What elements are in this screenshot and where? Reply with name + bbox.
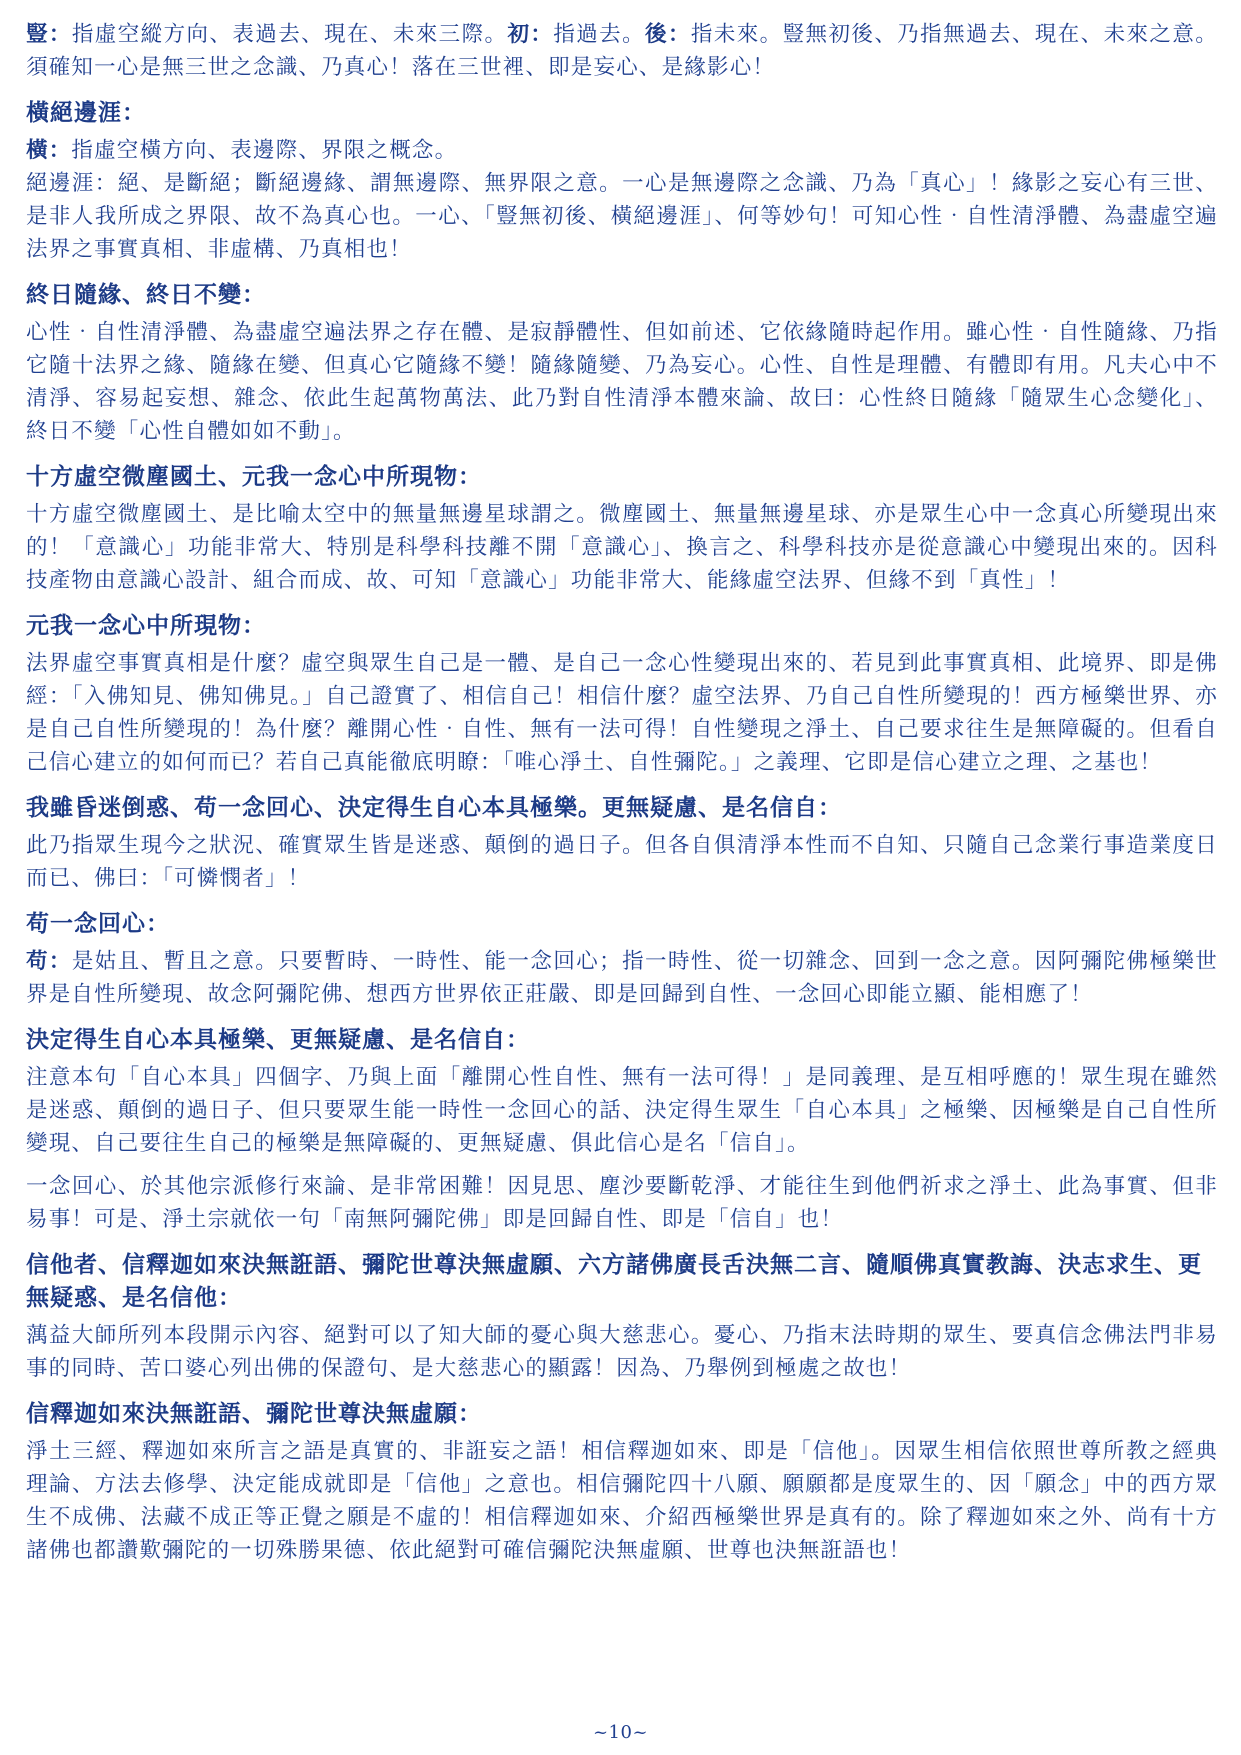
body-paragraph bbox=[26, 945, 1218, 1011]
section-heading: 信他者、信釋迦如來決無誑語、彌陀世尊決無虛願、六方諸佛廣長舌決無二言、隨順佛真實教誨、決志求生、更無疑惑、是名信他： bbox=[26, 1252, 1202, 1311]
term-label: 苟： bbox=[26, 949, 72, 974]
body-text: 注意本句「自心本具」四個字、乃與上面「離開心性自性、無有一法可得！」是同義理、是互相呼應的！眾生現在雖然是迷惑、顛倒的過日子、但只要眾生能一時性一念回心的話、決定得生眾生「自心本具」之極樂、因極樂是自己自性所變現、自己要往生自己的極樂是無障礙的、更無疑慮、俱此信心是名「信自」。 bbox=[26, 1065, 1218, 1156]
body-paragraph bbox=[26, 134, 1218, 167]
term-label: 後： bbox=[645, 22, 691, 47]
body-text: 是姑且、暫且之意。只要暫時、一時性、能一念回心；指一時性、從一切雜念、回到一念之意。因阿彌陀佛極樂世界是自性所變現、故念阿彌陀佛、想西方世界依正莊嚴、即是回歸到自性、一念回心即能立顯、能相應了！ bbox=[26, 949, 1218, 1007]
body-paragraph bbox=[26, 18, 1218, 84]
page-number: ~10~ bbox=[592, 1722, 649, 1743]
term-label: 橫： bbox=[26, 138, 72, 163]
body-paragraph bbox=[26, 829, 1218, 895]
body-paragraph bbox=[26, 1319, 1218, 1385]
section-heading: 我雖昏迷倒惑、苟一念回心、決定得生自心本具極樂。更無疑慮、是名信自： bbox=[26, 795, 842, 821]
body-paragraph bbox=[26, 316, 1218, 448]
section-heading: 苟一念回心： bbox=[26, 911, 170, 937]
page-content bbox=[26, 18, 1218, 1580]
body-paragraph bbox=[26, 647, 1218, 779]
section-zhongri bbox=[26, 279, 1218, 448]
section-heading: 十方虛空微塵國土、元我一念心中所現物： bbox=[26, 464, 482, 490]
section-heading: 決定得生自心本具極樂、更無疑慮、是名信自： bbox=[26, 1027, 530, 1053]
body-text: 指未來。豎無初後、乃指無過去、現在、未來之意。須確知一心是無三世之念識、乃真心！落在三世裡、即是妄心、是緣影心！ bbox=[26, 22, 1218, 80]
section-heng bbox=[26, 97, 1218, 266]
section-heading: 元我一念心中所現物： bbox=[26, 613, 266, 639]
body-text: 淨土三經、釋迦如來所言之語是真實的、非誑妄之語！相信釋迦如來、即是「信他」。因眾生相信依照世尊所教之經典理論、方法去修學、決定能成就即是「信他」之意也。相信彌陀四十八願、願願都是度眾生的、因「願念」中的西方眾生不成佛、法藏不成正等正覺之願是不虛的！相信釋迦如來、介紹西極樂世界是真有的。除了釋迦如來之外、尚有十方諸佛也都讚歎彌陀的一切殊勝果德、依此絕對可確信彌陀決無虛願、世尊也決無誑語也！ bbox=[26, 1439, 1218, 1563]
body-text: 十方虛空微塵國土、是比喻太空中的無量無邊星球謂之。微塵國土、無量無邊星球、亦是眾生心中一念真心所變現出來的！「意識心」功能非常大、特別是科學科技離不開「意識心」、換言之、科學科技亦是從意識心中變現出來的。因科技產物由意識心設計、組合而成、故、可知「意識心」功能非常大、能緣虛空法界、但緣不到「真性」！ bbox=[26, 502, 1218, 593]
body-paragraph bbox=[26, 167, 1218, 266]
section-heading: 終日隨緣、終日不變： bbox=[26, 282, 266, 308]
section-wosui bbox=[26, 792, 1218, 895]
body-text: 指虛空縱方向、表過去、現在、未來三際。 bbox=[71, 22, 508, 47]
body-text: 此乃指眾生現今之狀況、確實眾生皆是迷惑、顛倒的過日子。但各自俱清淨本性而不自知、只隨自己念業行事造業度日而已、佛曰：「可憐憫者」！ bbox=[26, 833, 1218, 891]
body-text: 一念回心、於其他宗派修行來論、是非常困難！因見思、塵沙要斷乾淨、才能往生到他們祈求之淨土、此為事實、但非易事！可是、淨土宗就依一句「南無阿彌陀佛」即是回歸自性、即是「信自」也！ bbox=[26, 1174, 1218, 1232]
body-paragraph bbox=[26, 1170, 1218, 1236]
section-shifang bbox=[26, 461, 1218, 597]
section-shu bbox=[26, 18, 1218, 84]
term-label: 初： bbox=[507, 22, 554, 47]
body-text: 心性‧自性清淨體、為盡虛空遍法界之存在體、是寂靜體性、但如前述、它依緣隨時起作用。雖心性‧自性隨緣、乃指它隨十法界之緣、隨緣在變、但真心它隨緣不變！隨緣隨變、乃為妄心。心性、自性是理體、有體即有用。凡夫心中不清淨、容易起妄想、雜念、依此生起萬物萬法、此乃對自性清淨本體來論、故曰：心性終日隨緣「隨眾生心念變化」、終日不變「心性自體如如不動」。 bbox=[26, 320, 1218, 444]
body-text: 指過去。 bbox=[553, 22, 646, 47]
body-paragraph bbox=[26, 498, 1218, 597]
section-gouyinian bbox=[26, 908, 1218, 1011]
section-xinta bbox=[26, 1249, 1218, 1385]
body-paragraph bbox=[26, 1435, 1218, 1567]
section-heading: 信釋迦如來決無誑語、彌陀世尊決無虛願： bbox=[26, 1401, 482, 1427]
paragraph-gap bbox=[26, 1160, 1218, 1170]
section-yuanwo bbox=[26, 610, 1218, 779]
body-text: 蕅益大師所列本段開示內容、絕對可以了知大師的憂心與大慈悲心。憂心、乃指末法時期的眾生、要真信念佛法門非易事的同時、苦口婆心列出佛的保證句、是大慈悲心的顯露！因為、乃舉例到極處之故也！ bbox=[26, 1323, 1218, 1381]
term-label: 豎： bbox=[26, 22, 72, 47]
body-paragraph bbox=[26, 1061, 1218, 1160]
body-text: 法界虛空事實真相是什麼？虛空與眾生自己是一體、是自己一念心性變現出來的、若見到此事實真相、此境界、即是佛經：「入佛知見、佛知佛見。」自己證實了、相信自己！相信什麼？虛空法界、乃自己自性所變現的！西方極樂世界、亦是自己自性所變現的！為什麼？離開心性‧自性、無有一法可得！自性變現之淨土、自己要求往生是無障礙的。但看自己信心建立的如何而已？若自己真能徹底明瞭：「唯心淨土、自性彌陀。」之義理、它即是信心建立之理、之基也！ bbox=[26, 651, 1218, 775]
body-text: 絕邊涯：絕、是斷絕；斷絕邊緣、謂無邊際、無界限之意。一心是無邊際之念識、乃為「真心」！緣影之妄心有三世、是非人我所成之界限、故不為真心也。一心、「豎無初後、橫絕邊涯」、何等妙句！可知心性‧自性清淨體、為盡虛空遍法界之事實真相、非虛構、乃真相也！ bbox=[26, 171, 1218, 262]
section-xinshijia bbox=[26, 1398, 1218, 1567]
section-jueding bbox=[26, 1024, 1218, 1236]
section-heading: 橫絕邊涯： bbox=[26, 100, 146, 126]
body-text: 指虛空橫方向、表邊際、界限之概念。 bbox=[71, 138, 458, 163]
